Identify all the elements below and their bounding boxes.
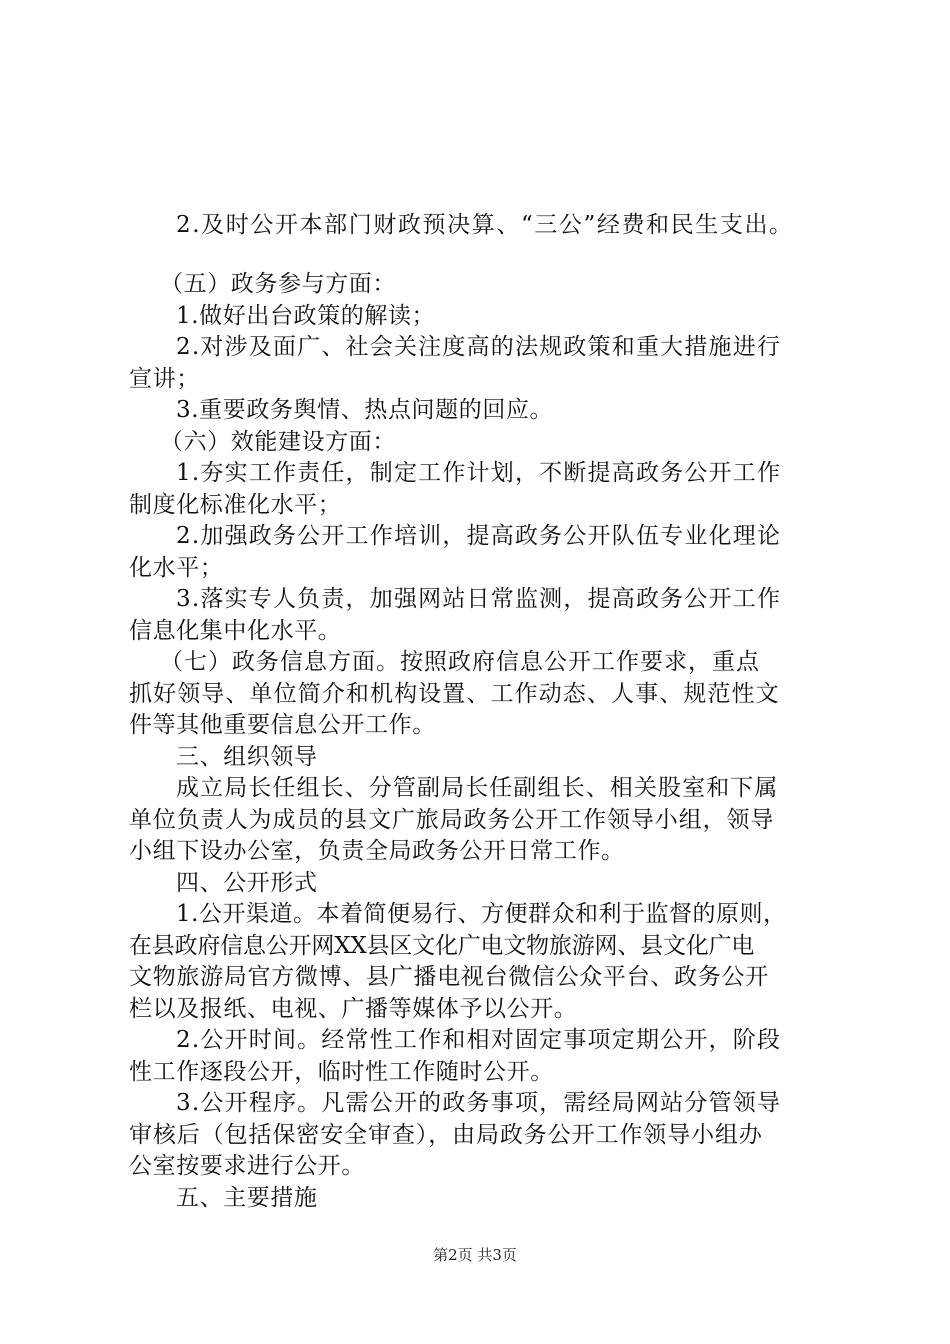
text-line: 抓好领导、单位简介和机构设置、工作动态、人事、规范性文	[129, 681, 780, 707]
section-heading: 五、主要措施	[176, 1185, 318, 1211]
text-line: 3.重要政务舆情、热点问题的回应。	[176, 397, 554, 423]
text-line: 信息化集中化水平。	[129, 618, 342, 644]
text-line: 审核后（包括保密安全审查），由局政务公开工作领导小组办	[129, 1122, 763, 1148]
text-line: 2.加强政务公开工作培训，提高政务公开队伍专业化理论	[176, 523, 782, 549]
page-footer: 第2页 共3页	[433, 1246, 517, 1264]
text-line: 宣讲；	[129, 366, 200, 392]
section-heading: 三、组织领导	[176, 744, 318, 770]
text-line: 1.夯实工作责任，制定工作计划，不断提高政务公开工作	[176, 460, 782, 486]
section-heading: （五）政务参与方面：	[160, 271, 396, 297]
section-heading: （六）效能建设方面：	[160, 429, 396, 455]
section-heading: 四、公开形式	[176, 870, 318, 896]
text-line: 1.做好出台政策的解读；	[176, 303, 436, 329]
text-line: 2.对涉及面广、社会关注度高的法规政策和重大措施进行	[176, 334, 782, 360]
text-line: 单位负责人为成员的县文广旅局政务公开工作领导小组，领导	[129, 807, 775, 833]
text-line: 文物旅游局官方微博、县广播电视台微信公众平台、政务公开	[129, 964, 769, 990]
text-line: 2.公开时间。经常性工作和相对固定事项定期公开，阶段	[176, 1027, 782, 1053]
text-line: 公室按要求进行公开。	[129, 1153, 365, 1179]
text-line: 件等其他重要信息公开工作。	[129, 712, 436, 738]
text-line: 3.公开程序。凡需公开的政务事项，需经局网站分管领导	[176, 1090, 782, 1116]
text-line: 3.落实专人负责，加强网站日常监测，提高政务公开工作	[176, 586, 782, 612]
text-line: 成立局长任组长、分管副局长任副组长、相关股室和下属	[176, 775, 779, 801]
text-line: 化水平；	[129, 555, 224, 581]
text-line: 小组下设办公室，负责全局政务公开日常工作。	[129, 838, 625, 864]
text-line: 在县政府信息公开网XX县区文化广电文物旅游网、县文化广电	[129, 933, 755, 959]
text-line: 2.及时公开本部门财政预决算、“三公”经费和民生支出。	[176, 212, 794, 238]
text-line: 栏以及报纸、电视、广播等媒体予以公开。	[129, 996, 578, 1022]
section-heading: （七）政务信息方面。按照政府信息公开工作要求，重点	[160, 649, 760, 675]
text-line: 1.公开渠道。本着简便易行、方便群众和利于监督的原则，	[176, 901, 787, 927]
text-line: 制度化标准化水平；	[129, 492, 342, 518]
text-line: 性工作逐段公开，临时性工作随时公开。	[129, 1059, 554, 1085]
